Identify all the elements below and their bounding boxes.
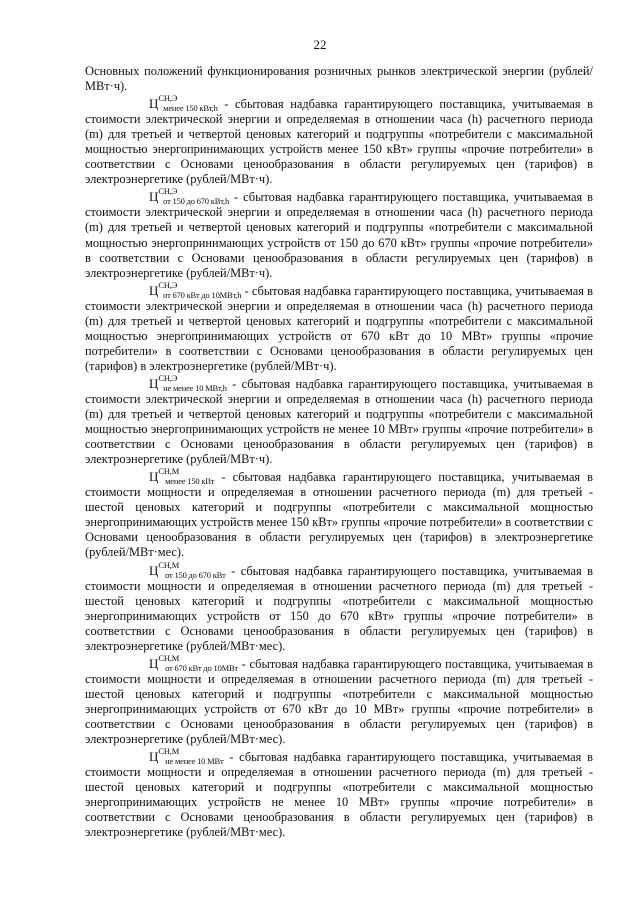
- definition-text: - сбытовая надбавка гарантирующего поставщика, учитываемая в стоимости мощности и определяемая в отношении расчетного периода (m) для третьей - шестой ценовых категорий и подгруппы «потребители с максимальной мощностью энергопринимающих устройств от 670 кВт до 10 МВт» группы «прочие потребители» в соответствии с Основами ценообразования в области регулируемых цен (тарифов) в электроэнергетике (рублей/МВт·мес).: [85, 656, 593, 747]
- definition-paragraph: [85, 279, 593, 374]
- definition-paragraph: [85, 652, 593, 747]
- formula-symbol: $Ц^{СН,М}_{не менее 10 МВт}$: [149, 746, 224, 767]
- document-body: [85, 64, 593, 843]
- definition-text: - сбытовая надбавка гарантирующего поставщика, учитываемая в стоимости мощности и определяемая в отношении расчетного периода (m) для третьей - шестой ценовых категорий и подгруппы «потребители с максимальной мощностью энергопринимающих устройств от 150 до 670 кВт» группы «прочие потребители» в соответствии с Основами ценообразования в области регулируемых цен (тарифов) в электроэнергетике (рублей/МВт·мес).: [85, 563, 593, 653]
- definition-paragraph: [85, 93, 593, 187]
- formula-symbol: $Ц^{СН,М}_{от 150 до 670 кВт}$: [149, 559, 226, 580]
- definition-paragraph: [85, 186, 593, 280]
- definition-text: - сбытовая надбавка гарантирующего поставщика, учитываемая в стоимости электрической энергии и определяемая в отношении часа (h) расчетного периода (m) для третьей и четвертой ценовых категорий и подгруппы «потребители с максимальной мощностью энергопринимающих устройств не менее 10 МВт» группы «прочие потребители» в соответствии с Основами ценообразования в области регулируемых цен (тарифов) в электроэнергетике (рублей/МВт·ч).: [85, 376, 593, 467]
- definition-paragraph: [85, 466, 593, 560]
- formula-symbol: $Ц^{СН,Э}_{от 670 кВт до 10МВт,h}$: [149, 279, 242, 300]
- formula-symbol: $Ц^{СН,М}_{от 670 кВт до 10МВт}$: [149, 652, 238, 673]
- definition-paragraph: [85, 372, 593, 467]
- formula-symbol: $Ц^{СН,Э}_{менее 150 кВт,h}$: [149, 93, 218, 114]
- definition-text: - сбытовая надбавка гарантирующего поставщика, учитываемая в стоимости электрической энергии и определяемая в отношении часа (h) расчетного периода (m) для третьей и четвертой ценовых категорий и подгруппы «потребители с максимальной мощностью энергопринимающих устройств менее 150 кВт» группы «прочие потребители» в соответствии с Основами ценообразования в области регулируемых цен (тарифов) в электроэнергетике (рублей/МВт·ч).: [85, 97, 593, 187]
- definition-text: - сбытовая надбавка гарантирующего поставщика, учитываемая в стоимости мощности и определяемая в отношении расчетного периода (m) для третьей - шестой ценовых категорий и подгруппы «потребители с максимальной мощностью энергопринимающих устройств менее 150 кВт» группы «прочие потребители» в соответствии с Основами ценообразования в области регулируемых цен (тарифов) в электроэнергетике (рублей/МВт·мес).: [85, 470, 593, 560]
- formula-symbol: $Ц^{СН,Э}_{от 150 до 670 кВт,h}$: [149, 186, 230, 207]
- definition-text: - сбытовая надбавка гарантирующего поставщика, учитываемая в стоимости электрической энергии и определяемая в отношении часа (h) расчетного периода (m) для третьей и четвертой ценовых категорий и подгруппы «потребители с максимальной мощностью энергопринимающих устройств от 670 кВт до 10 МВт» группы «прочие потребители» в соответствии с Основами ценообразования в области регулируемых цен (тарифов) в электроэнергетике (рублей/МВт·ч).: [85, 283, 593, 373]
- definition-text: - сбытовая надбавка гарантирующего поставщика, учитываемая в стоимости мощности и определяемая в отношении расчетного периода (m) для третьей - шестой ценовых категорий и подгруппы «потребители с максимальной мощностью энергопринимающих устройств не менее 10 МВт» группы «прочие потребители» в соответствии с Основами ценообразования в области регулируемых цен (тарифов) в электроэнергетике (рублей/МВт·мес).: [85, 750, 593, 840]
- definition-paragraph: [85, 746, 593, 840]
- definition-paragraph: [85, 559, 593, 654]
- formula-symbol: $Ц^{СН,М}_{менее 150 кВт}$: [149, 466, 215, 487]
- formula-symbol: $Ц^{СН,Э}_{не менее 10 МВт,h}$: [149, 372, 227, 393]
- intro-paragraph: Основных положений функционирования розничных рынков электрической энергии (рублей/МВт·ч).: [85, 64, 593, 94]
- page-number: 22: [313, 37, 327, 52]
- definition-text: - сбытовая надбавка гарантирующего поставщика, учитываемая в стоимости электрической энергии и определяемая в отношении часа (h) расчетного периода (m) для третьей и четвертой ценовых категорий и подгруппы «потребители с максимальной мощностью энергопринимающих устройств от 150 до 670 кВт» группы «прочие потребители» в соответствии с Основами ценообразования в области регулируемых цен (тарифов) в электроэнергетике (рублей/МВт·ч).: [85, 190, 593, 280]
